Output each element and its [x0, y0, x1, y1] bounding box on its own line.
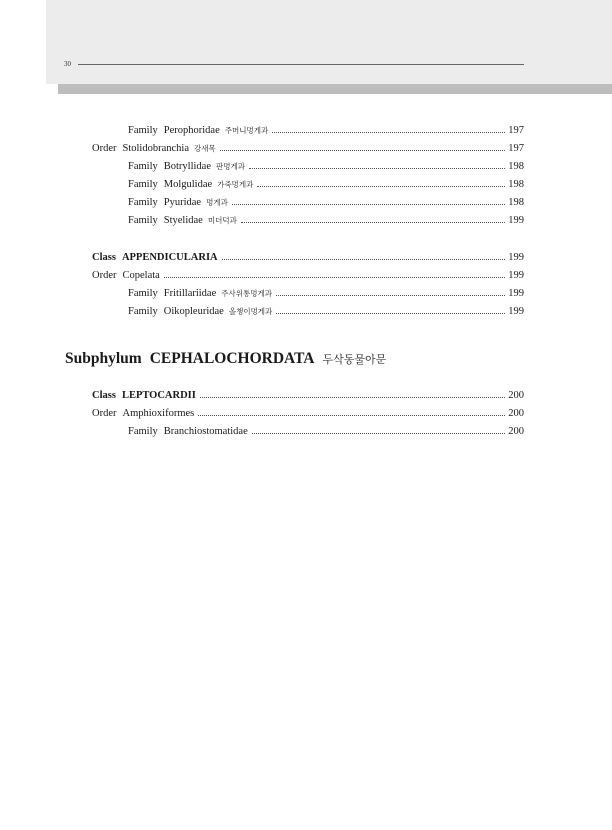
toc-entry-page: 199 [508, 252, 524, 263]
toc-entry-page: 199 [508, 215, 524, 226]
header-rule [78, 64, 524, 65]
toc-entry-rank: Family [128, 426, 158, 437]
subphylum-heading[interactable] [65, 350, 386, 368]
toc-entry-copelata[interactable] [92, 269, 524, 283]
toc-entry-page: 199 [508, 306, 524, 317]
toc-entry-name: Botryllidae [163, 161, 212, 172]
toc-entry-page: 197 [508, 125, 524, 136]
toc-entry-name: LEPTOCARDII [121, 390, 196, 401]
toc-entry-perophoridae[interactable] [128, 124, 524, 138]
toc-entry-page: 200 [508, 426, 524, 437]
subphylum-name: CEPHALOCHORDATA [149, 350, 315, 367]
toc-entry-page: 199 [508, 270, 524, 281]
toc-entry-name: APPENDICULARIA [121, 252, 218, 263]
toc-entry-leptocardii[interactable] [92, 389, 524, 403]
toc-entry-rank: Class [92, 252, 116, 263]
toc-entry-fritillariidae[interactable] [128, 287, 524, 301]
dot-leader [164, 277, 505, 278]
toc-entry-korean: 주머니멍게과 [224, 126, 269, 135]
toc-entry-name: Molgulidae [163, 179, 213, 190]
toc-entry-rank: Order [92, 270, 117, 281]
dot-leader [200, 397, 505, 398]
toc-entry-page: 197 [508, 143, 524, 154]
toc-entry-styelidae[interactable] [128, 214, 524, 228]
dot-leader [272, 132, 505, 133]
toc-entry-korean: 미더덕과 [207, 216, 237, 225]
toc-entry-pyuridae[interactable] [128, 196, 524, 210]
dot-leader [220, 150, 506, 151]
toc-entry-name: Branchiostomatidae [163, 426, 248, 437]
toc-entry-branchiostomatidae[interactable] [128, 425, 524, 439]
header-shadow [58, 84, 612, 94]
toc-entry-rank: Family [128, 306, 158, 317]
dot-leader [257, 186, 505, 187]
toc-entry-amphioxiformes[interactable] [92, 407, 524, 421]
toc-entry-name: Stolidobranchia [122, 143, 189, 154]
toc-entry-rank: Order [92, 143, 117, 154]
toc-entry-korean: 판멍게과 [216, 162, 245, 171]
toc-entry-korean: 올챙이멍게과 [228, 307, 273, 316]
dot-leader [241, 222, 505, 223]
toc-entry-korean: 주사위통멍게과 [221, 289, 272, 298]
dot-leader [276, 313, 505, 314]
toc-entry-appendicularia[interactable] [92, 251, 524, 265]
toc-entry-botryllidae[interactable] [128, 160, 524, 174]
toc-entry-korean: 강새목 [194, 144, 216, 153]
toc-entry-rank: Family [128, 161, 158, 172]
toc-entry-name: Fritillariidae [163, 288, 217, 299]
toc-entry-page: 198 [508, 197, 524, 208]
dot-leader [198, 415, 505, 416]
toc-entry-name: Perophoridae [163, 125, 220, 136]
toc-entry-page: 199 [508, 288, 524, 299]
toc-entry-rank: Family [128, 215, 158, 226]
page-number: 30 [64, 60, 71, 68]
toc-entry-rank: Class [92, 390, 116, 401]
toc-entry-korean: 멍게과 [206, 198, 228, 207]
toc-entry-rank: Family [128, 288, 158, 299]
toc-entry-page: 198 [508, 179, 524, 190]
toc-entry-page: 200 [508, 408, 524, 419]
toc-entry-rank: Family [128, 179, 158, 190]
toc-entry-stolidobranchia[interactable] [92, 142, 524, 156]
dot-leader [232, 204, 505, 205]
toc-entry-page: 200 [508, 390, 524, 401]
toc-entry-page: 198 [508, 161, 524, 172]
dot-leader [252, 433, 506, 434]
toc-entry-name: Oikopleuridae [163, 306, 224, 317]
toc-entry-rank: Family [128, 125, 158, 136]
toc-entry-oikopleuridae[interactable] [128, 305, 524, 319]
toc-entry-molgulidae[interactable] [128, 178, 524, 192]
toc-entry-name: Copelata [122, 270, 160, 281]
toc-entry-rank: Family [128, 197, 158, 208]
dot-leader [222, 259, 506, 260]
header-band [46, 0, 612, 84]
subphylum-rank: Subphylum [65, 350, 142, 367]
toc-entry-name: Amphioxiformes [122, 408, 195, 419]
toc-entry-name: Pyuridae [163, 197, 202, 208]
subphylum-korean: 두삭동물아문 [322, 353, 387, 366]
toc-entry-rank: Order [92, 408, 117, 419]
dot-leader [276, 295, 505, 296]
toc-entry-name: Styelidae [163, 215, 203, 226]
toc-entry-korean: 가죽멍게과 [217, 180, 254, 189]
dot-leader [249, 168, 505, 169]
